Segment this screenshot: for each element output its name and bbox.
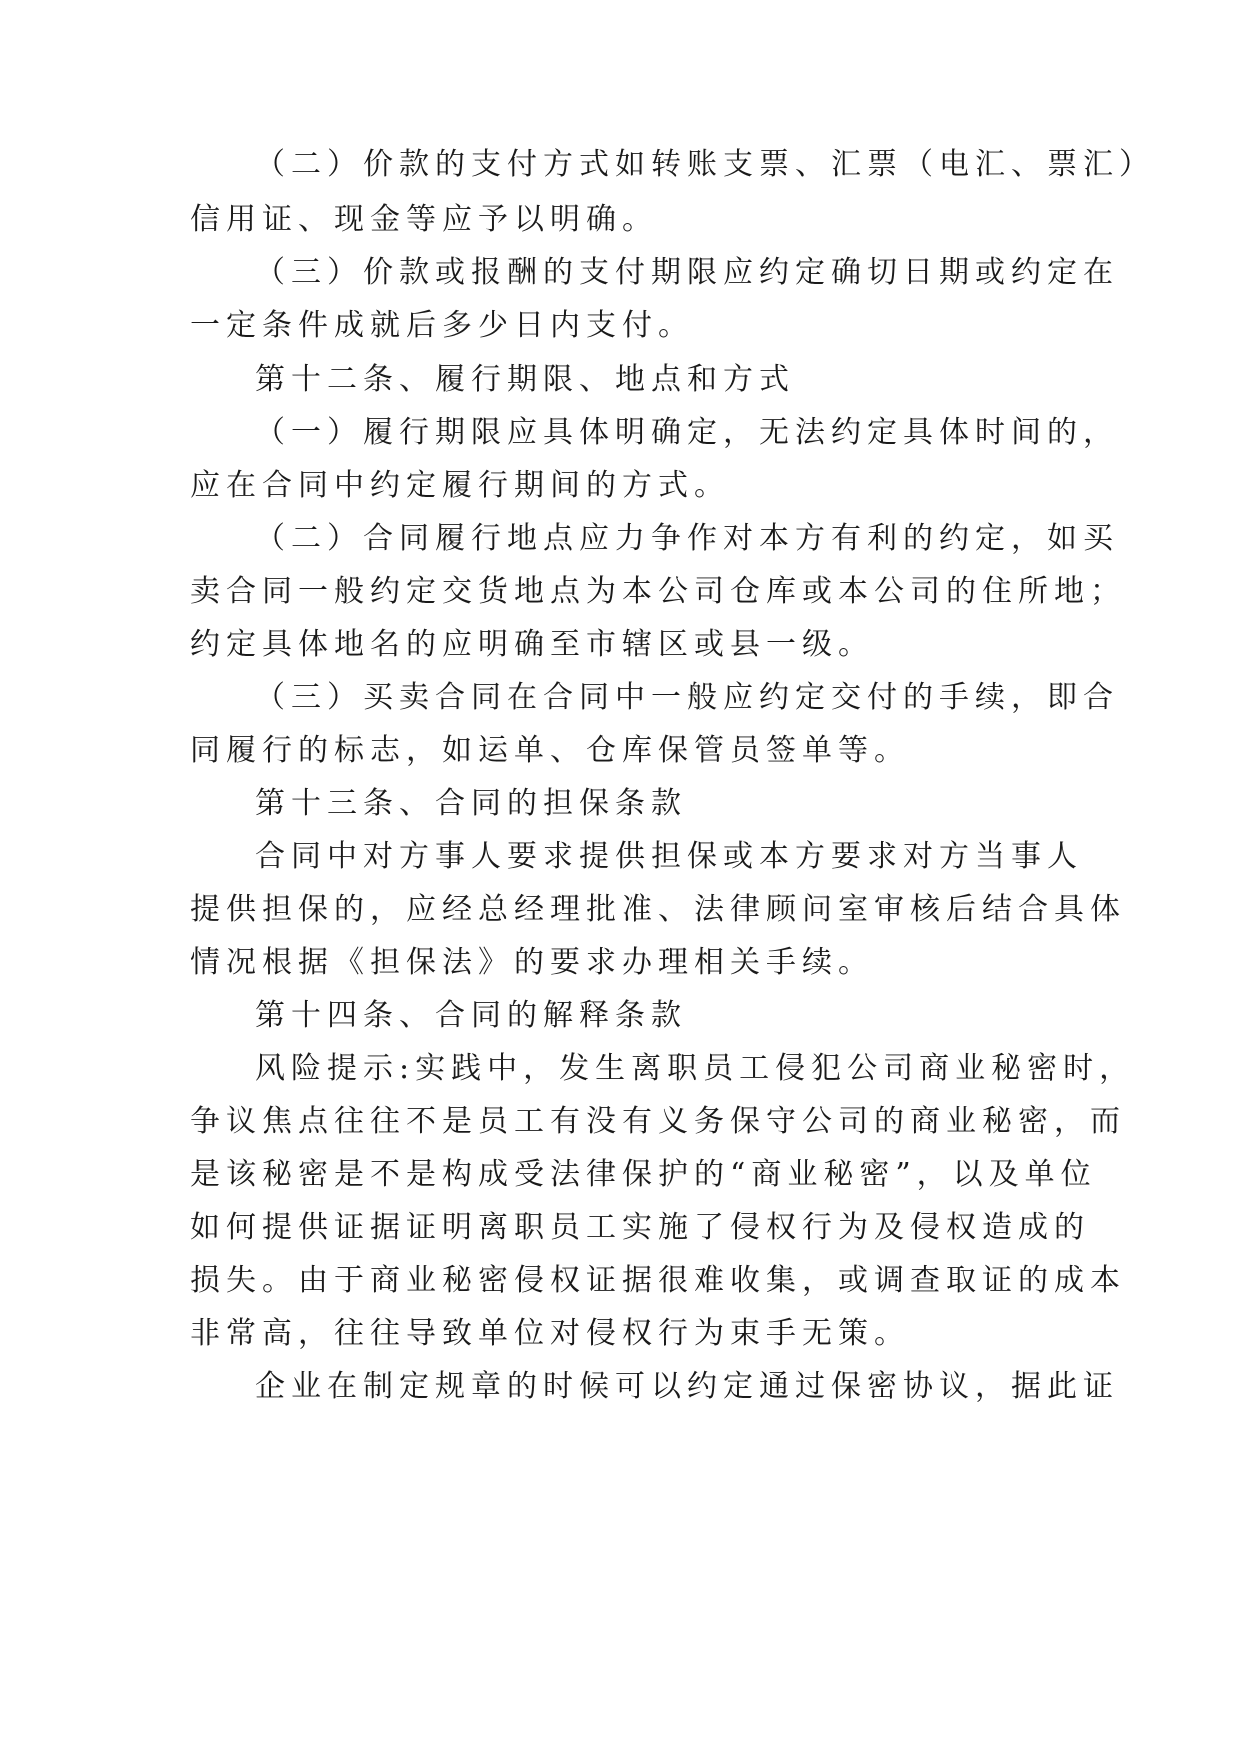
paragraph-line: 应在合同中约定履行期间的方式。 bbox=[190, 468, 730, 503]
paragraph-line: 合同中对方事人要求提供担保或本方要求对方当事人 bbox=[255, 839, 1083, 874]
section-heading: 第十二条、履行期限、地点和方式 bbox=[255, 362, 795, 397]
paragraph-line: 一定条件成就后多少日内支付。 bbox=[190, 308, 694, 343]
paragraph-line: 非常高，往往导致单位对侵权行为束手无策。 bbox=[190, 1316, 910, 1351]
paragraph-line: （二）价款的支付方式如转账支票、汇票（电汇、票汇） bbox=[255, 147, 1155, 182]
paragraph-line: 如何提供证据证明离职员工实施了侵权行为及侵权造成的 bbox=[190, 1210, 1090, 1245]
paragraph-line: 约定具体地名的应明确至市辖区或县一级。 bbox=[190, 627, 874, 662]
paragraph-line: 企业在制定规章的时候可以约定通过保密协议，据此证 bbox=[255, 1369, 1119, 1404]
paragraph-line: （一）履行期限应具体明确定，无法约定具体时间的， bbox=[255, 415, 1119, 450]
section-heading: 第十四条、合同的解释条款 bbox=[255, 998, 687, 1033]
paragraph-line: 提供担保的，应经总经理批准、法律顾问室审核后结合具体 bbox=[190, 892, 1126, 927]
paragraph-line: （三）价款或报酬的支付期限应约定确切日期或约定在 bbox=[255, 255, 1119, 290]
paragraph-line: 损失。由于商业秘密侵权证据很难收集，或调查取证的成本 bbox=[190, 1263, 1126, 1298]
paragraph-line: （三）买卖合同在合同中一般应约定交付的手续，即合 bbox=[255, 680, 1119, 715]
paragraph-line: 是该秘密是不是构成受法律保护的“商业秘密”，以及单位 bbox=[190, 1157, 1097, 1192]
paragraph-line: 情况根据《担保法》的要求办理相关手续。 bbox=[190, 945, 874, 980]
paragraph-line: 信用证、现金等应予以明确。 bbox=[190, 202, 658, 237]
paragraph-line: 争议焦点往往不是员工有没有义务保守公司的商业秘密，而 bbox=[190, 1104, 1126, 1139]
paragraph-line: （二）合同履行地点应力争作对本方有利的约定，如买 bbox=[255, 521, 1119, 556]
section-heading: 第十三条、合同的担保条款 bbox=[255, 786, 687, 821]
paragraph-line: 同履行的标志，如运单、仓库保管员签单等。 bbox=[190, 733, 910, 768]
paragraph-line: 风险提示:实践中，发生离职员工侵犯公司商业秘密时， bbox=[255, 1051, 1136, 1086]
paragraph-line: 卖合同一般约定交货地点为本公司仓库或本公司的住所地； bbox=[190, 574, 1126, 609]
